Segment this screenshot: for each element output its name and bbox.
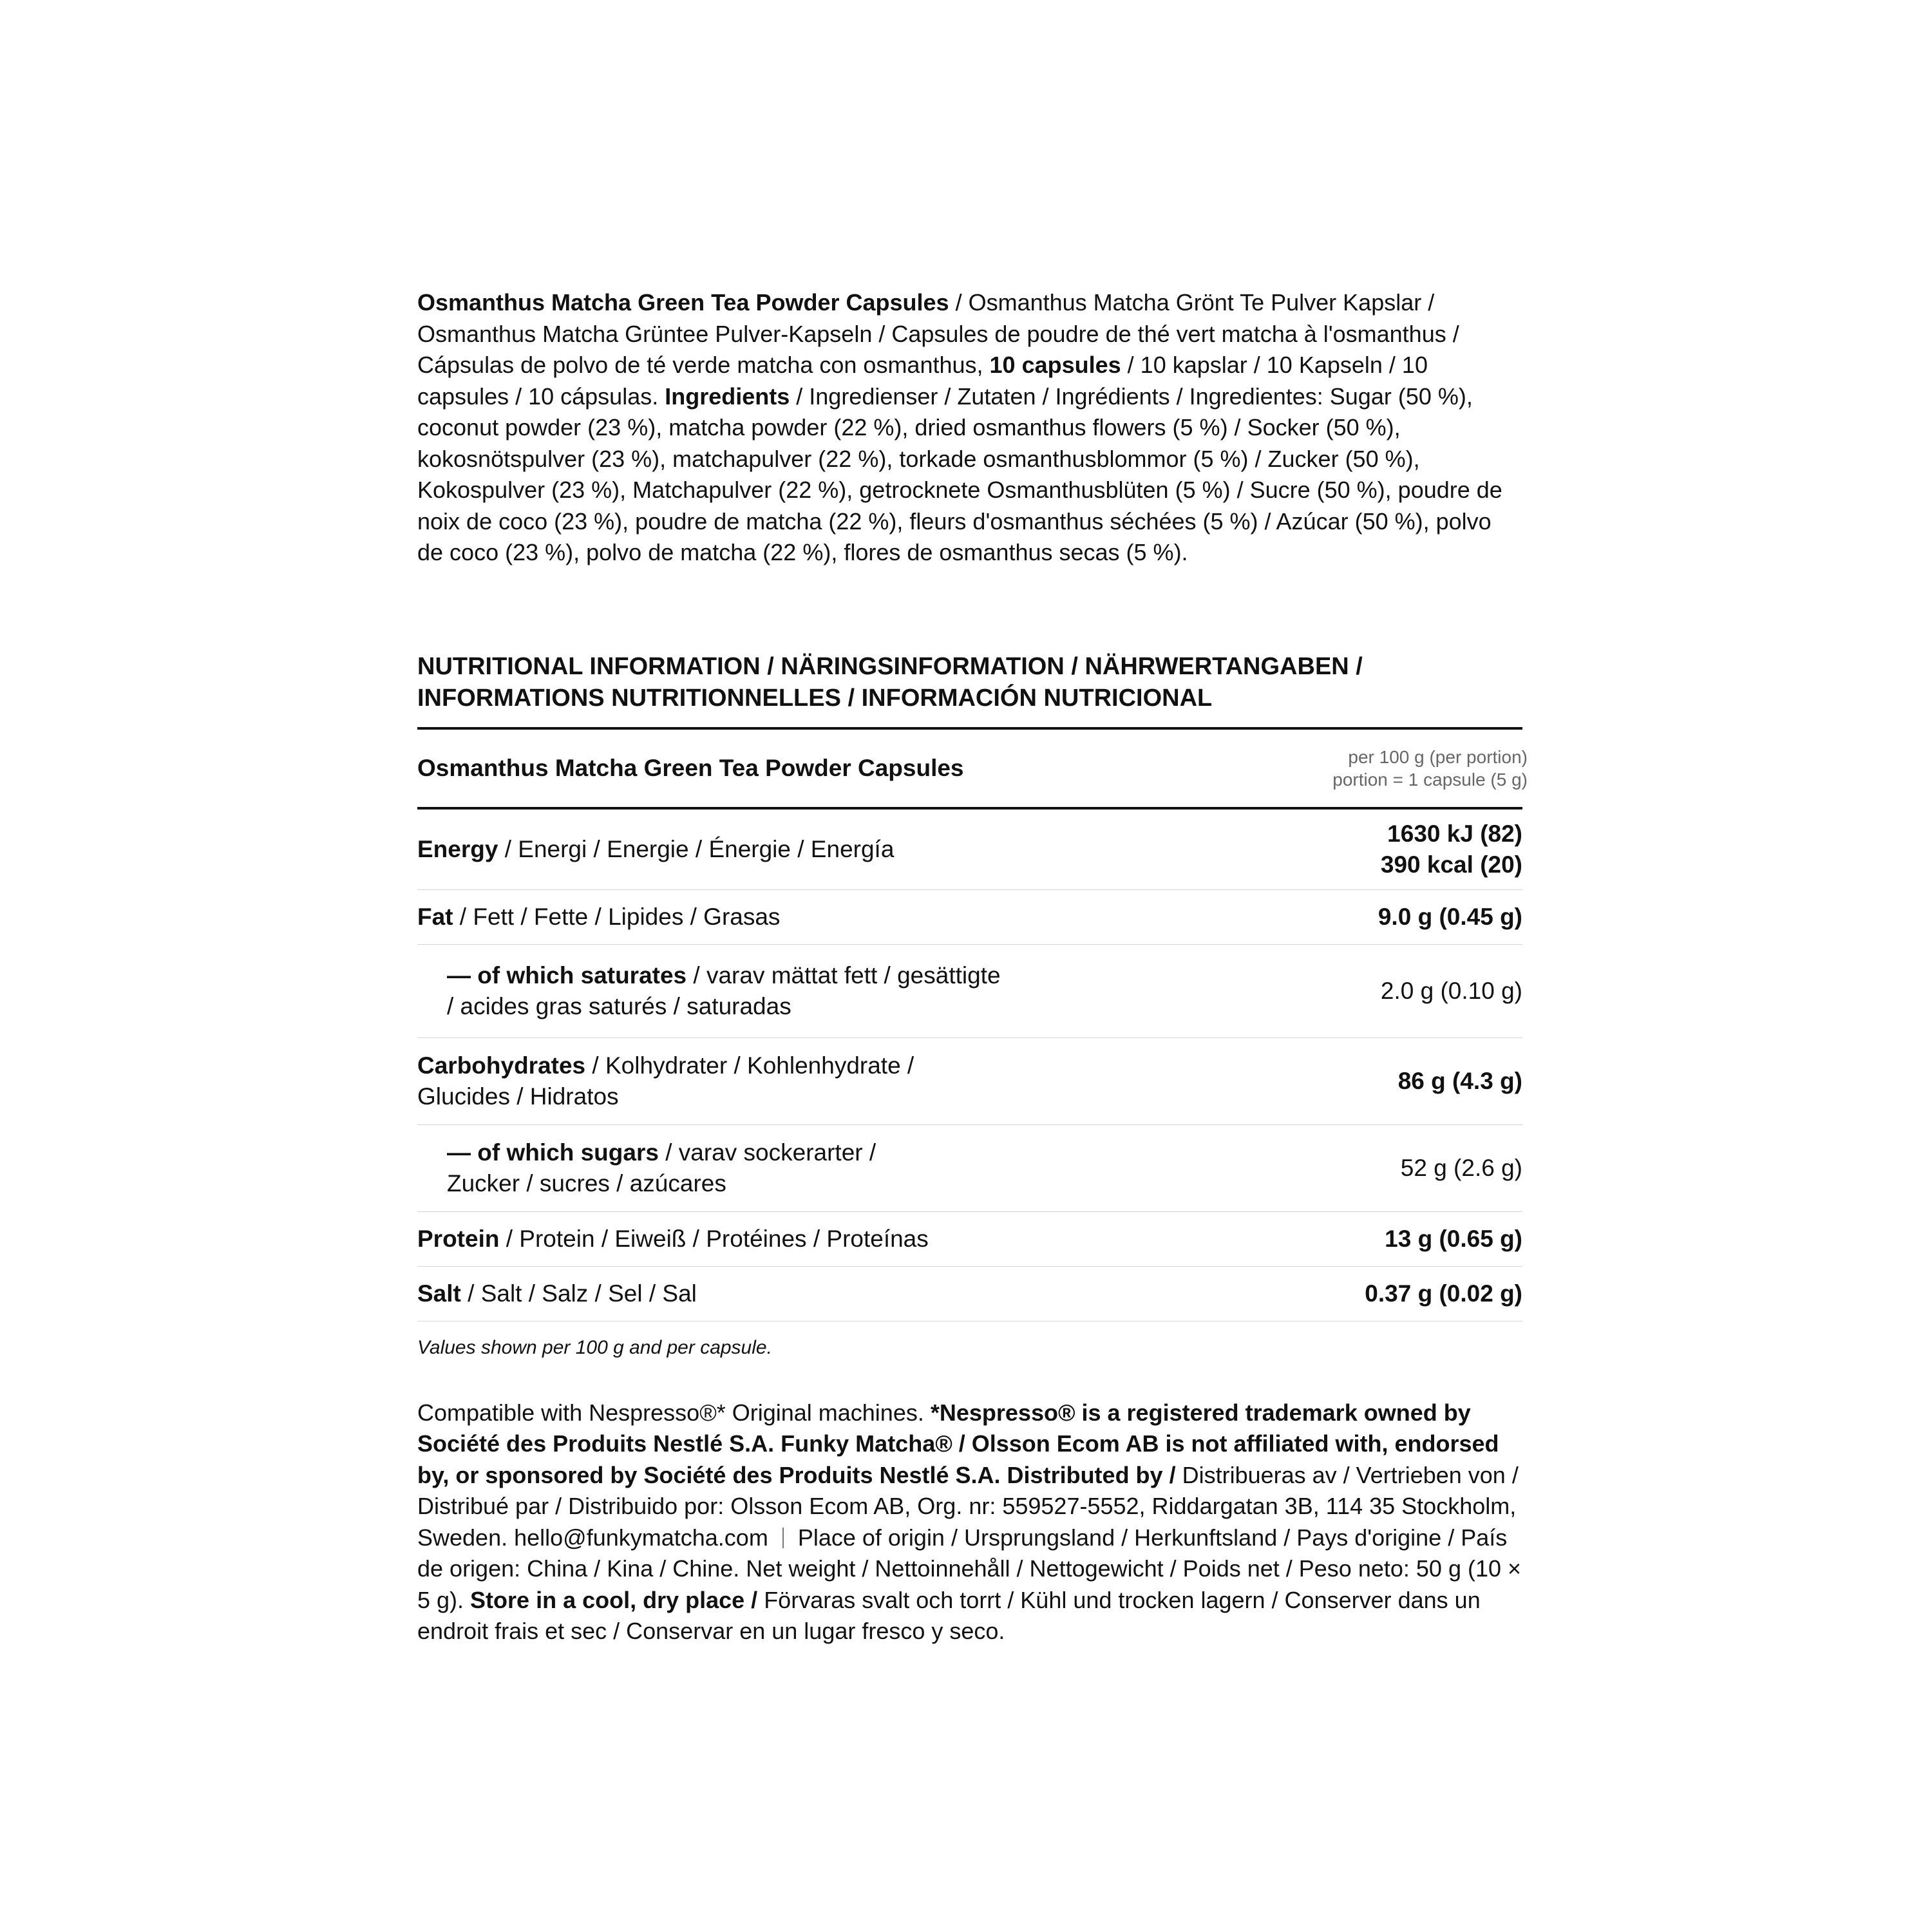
trademark-notice: *Nespresso® is a registered trademark owned by Société des Produits Nestlé S.A. Funky Matcha® / Olsson Ecom AB is not affiliated with, endorsed by, or sponsored by Société des Produits Nestlé S.A. Distributed by / [417, 1399, 1499, 1488]
table-row-fat [417, 890, 1522, 945]
row-label [417, 960, 1001, 1022]
table-row-salt [417, 1267, 1522, 1321]
separator-bar [782, 1528, 784, 1548]
row-label-bold: Energy [417, 835, 498, 862]
row-label-line-2: Zucker / sucres / azúcares [447, 1170, 726, 1197]
nutrition-heading-line-1: NUTRITIONAL INFORMATION / NÄRINGSINFORMATION / NÄHRWERTANGABEN / [417, 652, 1363, 680]
table-row-carbohydrates [417, 1038, 1522, 1125]
distributor-text: Distribueras av / Vertrieben von / Distribué par / Distribuido por: Olsson Ecom AB, Org. nr: 559527-5552, Riddargatan 3B, 114 35 Stockholm, Sweden. hello@funkymatcha.com [417, 1461, 1519, 1551]
table-row-saturates [417, 945, 1522, 1038]
row-label [417, 1224, 929, 1255]
table-row-energy [417, 810, 1522, 890]
compatibility-text: Compatible with Nespresso®* Original machines. [417, 1399, 931, 1426]
table-row-sugars [417, 1125, 1522, 1212]
row-label-rest: / Kolhydrater / Kohlenhydrate / [585, 1052, 914, 1079]
row-value: 52 g (2.6 g) [1400, 1154, 1522, 1181]
row-label [417, 834, 894, 865]
values-note: Values shown per 100 g and per capsule. [417, 1336, 772, 1358]
row-value: 86 g (4.3 g) [1397, 1067, 1522, 1094]
product-description [417, 287, 1522, 569]
ingredients-list: / Ingredienser / Zutaten / Ingrédients / Ingredientes: Sugar (50 %), coconut powder (23 %), matcha powder (22 %), dried osmanthus flowers (5 %) / Socker (50 %), kokosnötspulver (23 %), matchapulver (22 %), torkade osmanthusblommor (5 %) / Zucker (50 %), Kokospulver (23 %), Matchapulver (22 %), getrocknete Osmanthusblüten (5 %) / Sucre (50 %), poudre de noix de coco (23 %), poudre de matcha (22 %), fleurs d'osmanthus séchées (5 %) / Azúcar (50 %), polvo de coco (23 %), polvo de matcha (22 %), flores de osmanthus secas (5 %). [417, 383, 1502, 565]
row-label [417, 1137, 876, 1199]
row-value: 2.0 g (0.10 g) [1380, 977, 1522, 1004]
portion-size-label: portion = 1 capsule (5 g) [1332, 769, 1528, 790]
table-header [417, 730, 1528, 807]
row-label-bold: Salt [417, 1280, 461, 1307]
table-row-protein [417, 1212, 1522, 1267]
row-label-bold: Carbohydrates [417, 1052, 586, 1079]
table-title: Osmanthus Matcha Green Tea Powder Capsules [417, 754, 964, 781]
row-label-rest: / varav mättat fett / gesättigte [687, 961, 1001, 989]
row-label-rest: / Salt / Salz / Sel / Sal [460, 1280, 697, 1307]
row-value [1381, 819, 1522, 880]
row-label [417, 902, 780, 933]
row-label-rest: / Protein / Eiweiß / Protéines / Proteínas [499, 1225, 929, 1252]
row-label-rest: / varav sockerarter / [658, 1139, 876, 1166]
row-value: 9.0 g (0.45 g) [1378, 903, 1522, 930]
nutrition-heading [417, 651, 1522, 714]
row-label-bold: — of which saturates [447, 961, 687, 989]
row-label [417, 1278, 697, 1309]
product-title-translations: / Osmanthus Matcha Grönt Te Pulver Kapslar / Osmanthus Matcha Grüntee Pulver-Kapseln / Capsules de poudre de thé vert matcha à l'osmanthus / Cápsulas de polvo de té verde matcha con osmanthus, [417, 289, 1459, 378]
product-title: Osmanthus Matcha Green Tea Powder Capsules [417, 289, 949, 316]
storage-heading: Store in a cool, dry place / [470, 1586, 758, 1613]
energy-kcal-value: 390 kcal (20) [1380, 851, 1522, 878]
row-label-bold: — of which sugars [447, 1139, 659, 1166]
origin-weight-text: Place of origin / Ursprungsland / Herkunftsland / Pays d'origine / País de origen: China / Kina / Chine. Net weight / Nettoinnehåll / Nettogewicht / Poids net / Peso neto: 50 g (10 × 5 g). [417, 1524, 1522, 1613]
capsule-count: 10 capsules [989, 352, 1121, 378]
energy-kj-value: 1630 kJ (82) [1387, 820, 1522, 847]
row-label-line-2: / acides gras saturés / saturadas [447, 992, 791, 1019]
row-label-bold: Fat [417, 903, 453, 930]
ingredients-heading: Ingredients [665, 383, 790, 410]
row-label-bold: Protein [417, 1225, 500, 1252]
row-value: 13 g (0.65 g) [1385, 1225, 1522, 1252]
storage-text: Förvaras svalt och torrt / Kühl und trocken lagern / Conserver dans un endroit frais et sec / Conservar en un lugar fresco y seco. [417, 1586, 1481, 1644]
row-label-rest: / Fett / Fette / Lipides / Grasas [453, 903, 781, 930]
nutrition-heading-line-2: INFORMATIONS NUTRITIONNELLES / INFORMACIÓN NUTRICIONAL [417, 684, 1213, 712]
product-label [417, 287, 1528, 1671]
capsule-count-translations: / 10 kapslar / 10 Kapseln / 10 capsules / 10 cápsulas. [417, 352, 1428, 410]
row-label [417, 1050, 914, 1112]
row-label-line-2: Glucides / Hidratos [417, 1083, 619, 1110]
row-value: 0.37 g (0.02 g) [1365, 1280, 1522, 1307]
row-label-rest: / Energi / Energie / Énergie / Energía [498, 835, 895, 862]
legal-footer [417, 1397, 1522, 1647]
portion-note [1332, 746, 1528, 791]
per-100g-label: per 100 g (per portion) [1348, 746, 1528, 767]
